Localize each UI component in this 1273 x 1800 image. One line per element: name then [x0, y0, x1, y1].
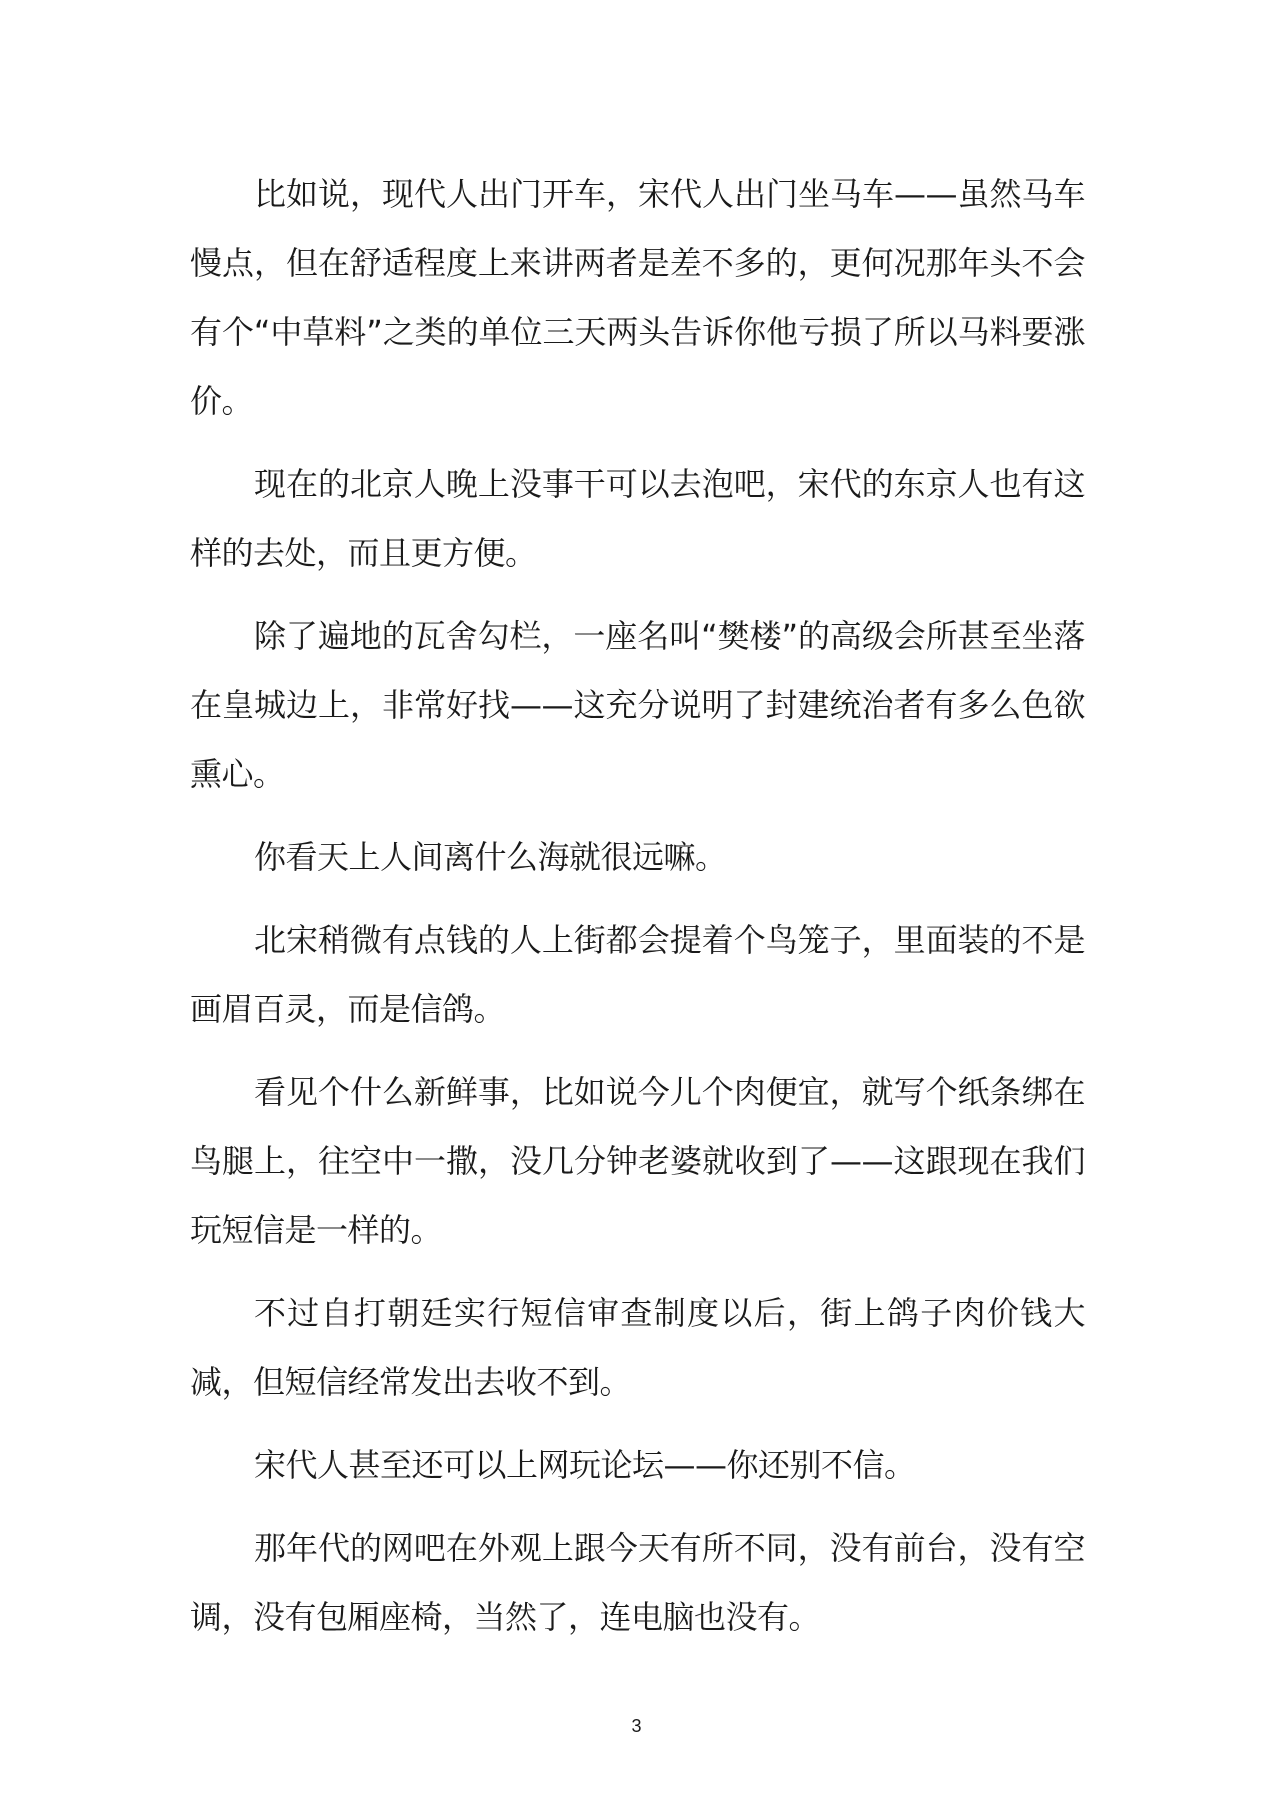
paragraph: 不过自打朝廷实行短信审查制度以后，街上鸽子肉价钱大减，但短信经常发出去收不到。	[190, 1294, 1085, 1401]
paragraph: 除了遍地的瓦舍勾栏，一座名叫“樊楼”的高级会所甚至坐落在皇城边上，非常好找——这充分说明了封建统治者有多么色欲熏心。	[190, 617, 1085, 793]
paragraph: 现在的北京人晚上没事干可以去泡吧，宋代的东京人也有这样的去处，而且更方便。	[190, 465, 1085, 572]
paragraph: 那年代的网吧在外观上跟今天有所不同，没有前台，没有空调，没有包厢座椅，当然了，连电脑也没有。	[190, 1529, 1085, 1636]
paragraph: 看见个什么新鲜事，比如说今儿个肉便宜，就写个纸条绑在鸟腿上，往空中一撒，没几分钟老婆就收到了——这跟现在我们玩短信是一样的。	[190, 1073, 1085, 1249]
body-text	[190, 160, 1085, 1666]
paragraph: 宋代人甚至还可以上网玩论坛——你还别不信。	[254, 1446, 916, 1484]
page-number: 3	[631, 1716, 642, 1736]
paragraph: 比如说，现代人出门开车，宋代人出门坐马车——虽然马车慢点，但在舒适程度上来讲两者是差不多的，更何况那年头不会有个“中草料”之类的单位三天两头告诉你他亏损了所以马料要涨价。	[190, 175, 1085, 420]
paragraph: 北宋稍微有点钱的人上街都会提着个鸟笼子，里面装的不是画眉百灵，而是信鸽。	[190, 921, 1085, 1028]
paragraph: 你看天上人间离什么海就很远嘛。	[254, 838, 727, 876]
